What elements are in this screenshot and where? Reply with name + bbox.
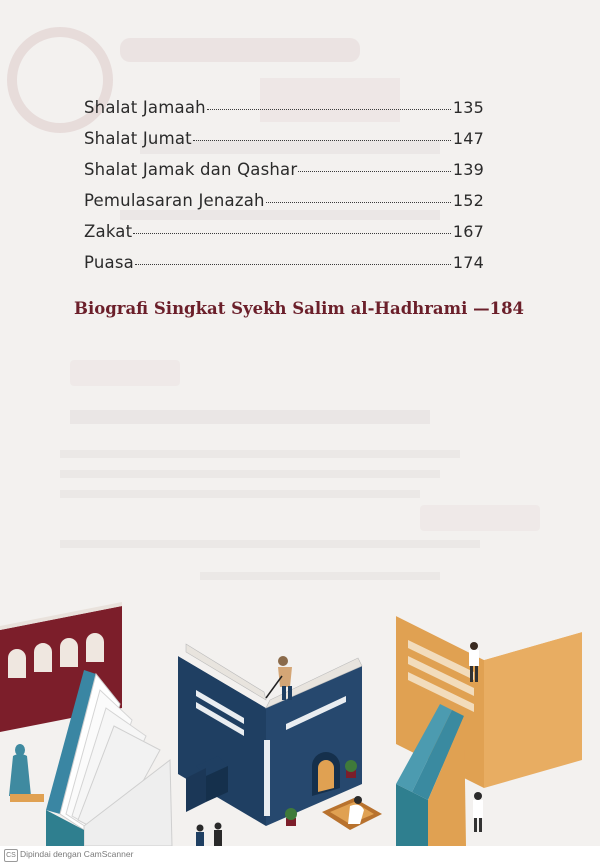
toc-leader-dots bbox=[135, 264, 451, 265]
toc-leader-dots bbox=[207, 109, 451, 110]
toc-entry-title: Puasa bbox=[84, 253, 134, 272]
toc-entry-title: Shalat Jamaah bbox=[84, 98, 206, 117]
toc-entry-page: 135 bbox=[452, 98, 484, 117]
toc-entry bbox=[84, 160, 484, 191]
camscanner-logo-icon: CS bbox=[4, 849, 18, 862]
toc-entry-page: 152 bbox=[452, 191, 484, 210]
toc-leader-dots bbox=[133, 233, 451, 234]
toc-entry bbox=[84, 98, 484, 129]
toc-entry bbox=[84, 222, 484, 253]
scanner-footer bbox=[0, 846, 600, 864]
table-of-contents bbox=[84, 98, 484, 284]
biography-page: —184 bbox=[473, 299, 525, 318]
toc-entry-title: Pemulasaran Jenazah bbox=[84, 191, 265, 210]
toc-leader-dots bbox=[193, 140, 451, 141]
biography-title: Biografi Singkat Syekh Salim al-Hadhrami bbox=[74, 299, 468, 318]
toc-entry bbox=[84, 129, 484, 160]
walking-man-figure bbox=[473, 792, 483, 832]
small-figures bbox=[196, 823, 222, 847]
biography-heading bbox=[74, 299, 525, 318]
toc-entry-title: Zakat bbox=[84, 222, 133, 241]
standing-woman-figure bbox=[9, 744, 44, 802]
toc-leader-dots bbox=[266, 202, 451, 203]
toc-entry-title: Shalat Jamak dan Qashar bbox=[84, 160, 298, 179]
toc-entry bbox=[84, 191, 484, 222]
sweeping-man-figure bbox=[266, 656, 292, 700]
toc-entry-page: 147 bbox=[452, 129, 484, 148]
toc-entry-title: Shalat Jumat bbox=[84, 129, 192, 148]
toc-entry-page: 139 bbox=[452, 160, 484, 179]
navy-open-book bbox=[178, 644, 362, 826]
toc-leader-dots bbox=[298, 171, 451, 172]
book-city-illustration bbox=[0, 600, 600, 846]
toc-entry-page: 167 bbox=[452, 222, 484, 241]
toc-entry-page: 174 bbox=[452, 253, 484, 272]
scanner-watermark-text: Dipindai dengan CamScanner bbox=[20, 849, 134, 859]
toc-entry bbox=[84, 253, 484, 284]
praying-man-figure bbox=[322, 796, 382, 830]
